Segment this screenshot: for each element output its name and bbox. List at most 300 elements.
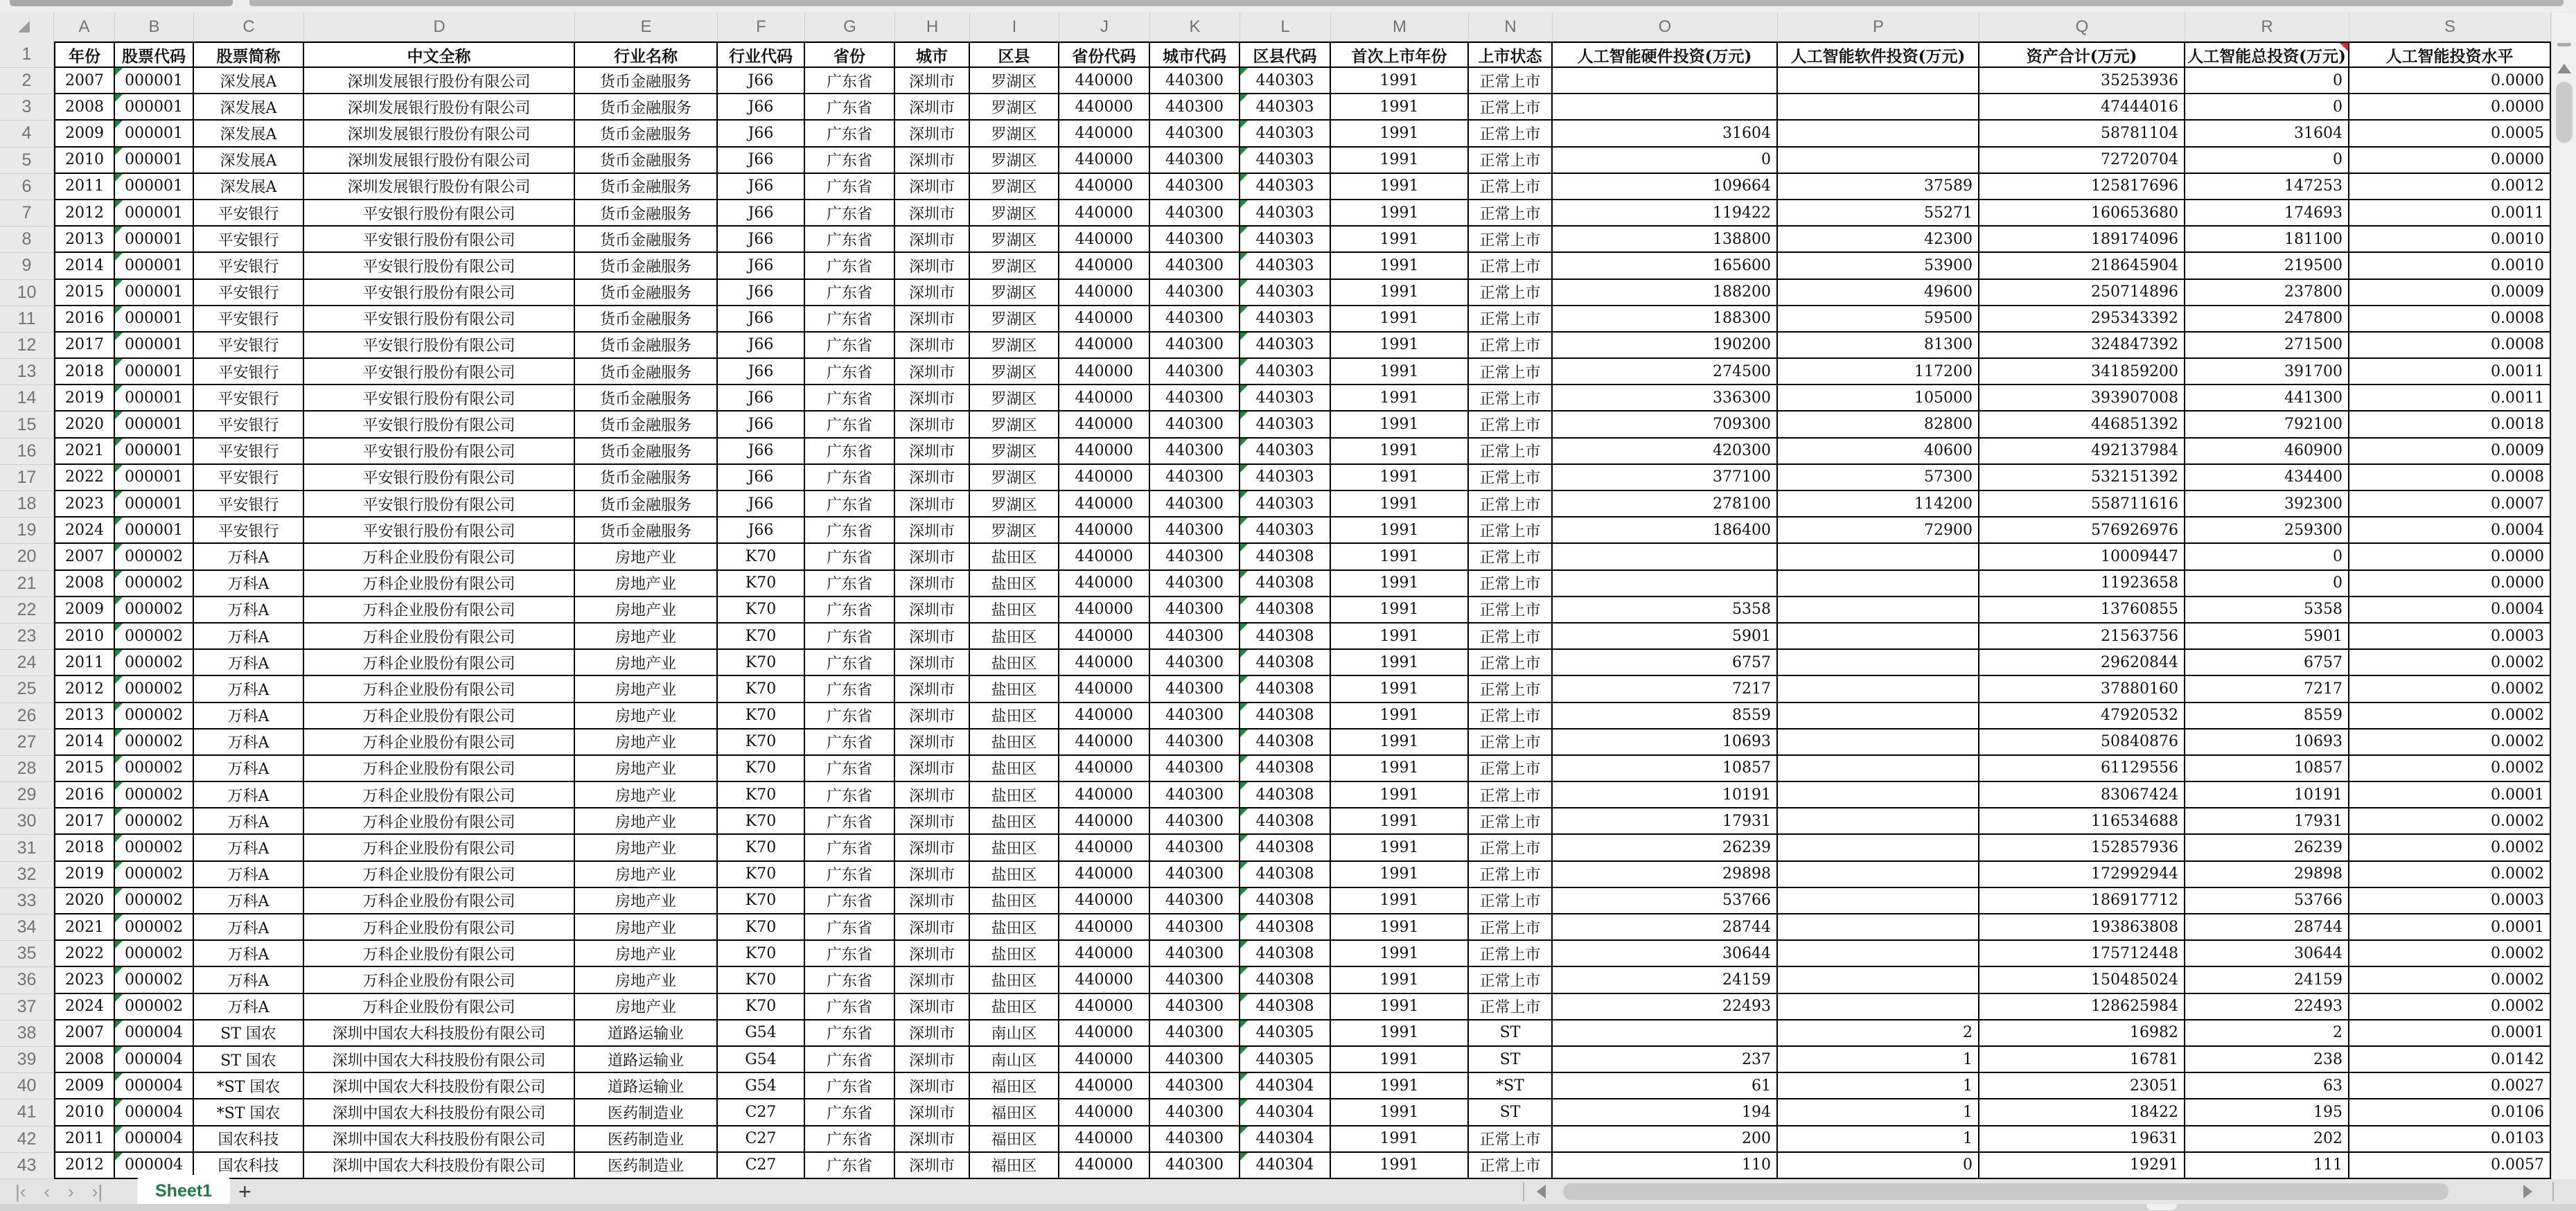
cell-E38[interactable]: 道路运输业	[575, 1020, 718, 1047]
cell-K42[interactable]: 440300	[1150, 1126, 1240, 1153]
cell-E11[interactable]: 货币金融服务	[575, 306, 718, 333]
cell-B2[interactable]: 000001	[115, 68, 194, 94]
cell-N4[interactable]: 正常上市	[1469, 121, 1553, 147]
cell-F24[interactable]: K70	[718, 650, 805, 676]
cell-O30[interactable]: 17931	[1553, 808, 1778, 835]
cell-R19[interactable]: 259300	[2185, 518, 2349, 544]
cell-S32[interactable]: 0.0002	[2349, 862, 2551, 888]
cell-D20[interactable]: 万科企业股份有限公司	[304, 544, 575, 570]
cell-C38[interactable]: ST 国农	[194, 1020, 304, 1047]
cell-O4[interactable]: 31604	[1553, 121, 1778, 147]
cell-Q21[interactable]: 11923658	[1979, 571, 2185, 597]
cell-K39[interactable]: 440300	[1150, 1047, 1240, 1073]
column-header-C[interactable]: C	[194, 12, 304, 42]
cell-P8[interactable]: 42300	[1778, 227, 1979, 253]
cell-K35[interactable]: 440300	[1150, 941, 1240, 967]
cell-R40[interactable]: 63	[2185, 1073, 2349, 1099]
column-header-P[interactable]: P	[1778, 12, 1979, 42]
cell-K12[interactable]: 440300	[1150, 333, 1240, 359]
cell-Q37[interactable]: 128625984	[1979, 994, 2185, 1020]
cell-F32[interactable]: K70	[718, 862, 805, 888]
cell-O12[interactable]: 190200	[1553, 333, 1778, 359]
cell-I3[interactable]: 罗湖区	[970, 94, 1059, 121]
cell-P9[interactable]: 53900	[1778, 253, 1979, 279]
cell-I8[interactable]: 罗湖区	[970, 227, 1059, 253]
cell-P19[interactable]: 72900	[1778, 518, 1979, 544]
cell-B25[interactable]: 000002	[115, 676, 194, 702]
cell-D31[interactable]: 万科企业股份有限公司	[304, 835, 575, 861]
cell-N6[interactable]: 正常上市	[1469, 174, 1553, 200]
cell-D32[interactable]: 万科企业股份有限公司	[304, 862, 575, 888]
cell-O15[interactable]: 709300	[1553, 412, 1778, 438]
cell-G36[interactable]: 广东省	[805, 967, 895, 993]
cell-I42[interactable]: 福田区	[970, 1126, 1059, 1153]
cell-D18[interactable]: 平安银行股份有限公司	[304, 491, 575, 518]
cell-S20[interactable]: 0.0000	[2349, 544, 2551, 570]
cell-L6[interactable]: 440303	[1240, 174, 1331, 200]
row-number-11[interactable]: 11	[0, 306, 54, 333]
cell-I21[interactable]: 盐田区	[970, 571, 1059, 597]
cell-L40[interactable]: 440304	[1240, 1073, 1331, 1099]
cell-L28[interactable]: 440308	[1240, 756, 1331, 782]
cell-F41[interactable]: C27	[718, 1099, 805, 1126]
cell-L22[interactable]: 440308	[1240, 597, 1331, 624]
cell-S8[interactable]: 0.0010	[2349, 227, 2551, 253]
cell-P36[interactable]	[1778, 967, 1979, 993]
cell-E43[interactable]: 医药制造业	[575, 1153, 718, 1179]
cell-E35[interactable]: 房地产业	[575, 941, 718, 967]
cell-K26[interactable]: 440300	[1150, 703, 1240, 730]
cell-K37[interactable]: 440300	[1150, 994, 1240, 1020]
row-number-40[interactable]: 40	[0, 1073, 54, 1099]
cell-K18[interactable]: 440300	[1150, 491, 1240, 518]
scroll-up-arrow-icon[interactable]	[2557, 64, 2571, 73]
cell-J42[interactable]: 440000	[1059, 1126, 1150, 1153]
cell-J26[interactable]: 440000	[1059, 703, 1150, 730]
cell-B21[interactable]: 000002	[115, 571, 194, 597]
cell-M34[interactable]: 1991	[1331, 914, 1469, 941]
cell-P26[interactable]	[1778, 703, 1979, 730]
cell-E4[interactable]: 货币金融服务	[575, 121, 718, 147]
cell-N13[interactable]: 正常上市	[1469, 359, 1553, 385]
cell-K30[interactable]: 440300	[1150, 808, 1240, 835]
cell-L13[interactable]: 440303	[1240, 359, 1331, 385]
cell-K5[interactable]: 440300	[1150, 148, 1240, 174]
cell-G2[interactable]: 广东省	[805, 68, 895, 94]
cell-G21[interactable]: 广东省	[805, 571, 895, 597]
cell-Q35[interactable]: 175712448	[1979, 941, 2185, 967]
cell-S15[interactable]: 0.0018	[2349, 412, 2551, 438]
cell-C23[interactable]: 万科A	[194, 624, 304, 650]
cell-O25[interactable]: 7217	[1553, 676, 1778, 702]
cell-Q20[interactable]: 10009447	[1979, 544, 2185, 570]
cell-L37[interactable]: 440308	[1240, 994, 1331, 1020]
cell-B38[interactable]: 000004	[115, 1020, 194, 1047]
cell-S1[interactable]: 人工智能投资水平	[2349, 42, 2551, 68]
cell-N34[interactable]: 正常上市	[1469, 914, 1553, 941]
add-sheet-button[interactable]	[238, 1179, 252, 1204]
cell-S43[interactable]: 0.0057	[2349, 1153, 2551, 1179]
cell-E5[interactable]: 货币金融服务	[575, 148, 718, 174]
column-header-R[interactable]: R	[2185, 12, 2349, 42]
cell-N15[interactable]: 正常上市	[1469, 412, 1553, 438]
cell-L24[interactable]: 440308	[1240, 650, 1331, 676]
cell-L25[interactable]: 440308	[1240, 676, 1331, 702]
cell-S39[interactable]: 0.0142	[2349, 1047, 2551, 1073]
cell-F34[interactable]: K70	[718, 914, 805, 941]
cell-B37[interactable]: 000002	[115, 994, 194, 1020]
cell-O8[interactable]: 138800	[1553, 227, 1778, 253]
cell-H21[interactable]: 深圳市	[895, 571, 970, 597]
cell-A10[interactable]: 2015	[54, 280, 115, 306]
cell-K33[interactable]: 440300	[1150, 888, 1240, 914]
cell-C39[interactable]: ST 国农	[194, 1047, 304, 1073]
cell-N39[interactable]: ST	[1469, 1047, 1553, 1073]
cell-G43[interactable]: 广东省	[805, 1153, 895, 1179]
cell-I34[interactable]: 盐田区	[970, 914, 1059, 941]
cell-C8[interactable]: 平安银行	[194, 227, 304, 253]
cell-H9[interactable]: 深圳市	[895, 253, 970, 279]
cell-P29[interactable]	[1778, 782, 1979, 808]
vertical-scrollbar[interactable]	[2551, 12, 2576, 1179]
cell-S13[interactable]: 0.0011	[2349, 359, 2551, 385]
cell-P21[interactable]	[1778, 571, 1979, 597]
cell-P13[interactable]: 117200	[1778, 359, 1979, 385]
cell-Q39[interactable]: 16781	[1979, 1047, 2185, 1073]
cell-L41[interactable]: 440304	[1240, 1099, 1331, 1126]
cell-I22[interactable]: 盐田区	[970, 597, 1059, 624]
cell-J18[interactable]: 440000	[1059, 491, 1150, 518]
cell-P38[interactable]: 2	[1778, 1020, 1979, 1047]
cell-B42[interactable]: 000004	[115, 1126, 194, 1153]
row-number-37[interactable]: 37	[0, 994, 54, 1020]
cell-L1[interactable]: 区县代码	[1240, 42, 1331, 68]
cell-B40[interactable]: 000004	[115, 1073, 194, 1099]
cell-P35[interactable]	[1778, 941, 1979, 967]
cell-J33[interactable]: 440000	[1059, 888, 1150, 914]
cell-R24[interactable]: 6757	[2185, 650, 2349, 676]
row-number-6[interactable]: 6	[0, 174, 54, 200]
column-header-Q[interactable]: Q	[1979, 12, 2185, 42]
cell-D2[interactable]: 深圳发展银行股份有限公司	[304, 68, 575, 94]
cell-G1[interactable]: 省份	[805, 42, 895, 68]
cell-F3[interactable]: J66	[718, 94, 805, 121]
row-number-22[interactable]: 22	[0, 597, 54, 624]
cell-L9[interactable]: 440303	[1240, 253, 1331, 279]
cell-D27[interactable]: 万科企业股份有限公司	[304, 730, 575, 756]
scroll-right-arrow-icon[interactable]	[2523, 1185, 2532, 1199]
cell-N28[interactable]: 正常上市	[1469, 756, 1553, 782]
cell-H10[interactable]: 深圳市	[895, 280, 970, 306]
cell-M42[interactable]: 1991	[1331, 1126, 1469, 1153]
cell-G28[interactable]: 广东省	[805, 756, 895, 782]
cell-M6[interactable]: 1991	[1331, 174, 1469, 200]
cell-L4[interactable]: 440303	[1240, 121, 1331, 147]
cell-N43[interactable]: 正常上市	[1469, 1153, 1553, 1179]
cell-S4[interactable]: 0.0005	[2349, 121, 2551, 147]
cell-M14[interactable]: 1991	[1331, 385, 1469, 412]
cell-R43[interactable]: 111	[2185, 1153, 2349, 1179]
cell-H43[interactable]: 深圳市	[895, 1153, 970, 1179]
cell-N5[interactable]: 正常上市	[1469, 148, 1553, 174]
cell-D33[interactable]: 万科企业股份有限公司	[304, 888, 575, 914]
cell-R28[interactable]: 10857	[2185, 756, 2349, 782]
cell-G30[interactable]: 广东省	[805, 808, 895, 835]
cell-N37[interactable]: 正常上市	[1469, 994, 1553, 1020]
cell-S10[interactable]: 0.0009	[2349, 280, 2551, 306]
cell-O11[interactable]: 188300	[1553, 306, 1778, 333]
cell-E13[interactable]: 货币金融服务	[575, 359, 718, 385]
cell-G13[interactable]: 广东省	[805, 359, 895, 385]
cell-N8[interactable]: 正常上市	[1469, 227, 1553, 253]
cell-H35[interactable]: 深圳市	[895, 941, 970, 967]
row-number-21[interactable]: 21	[0, 571, 54, 597]
cell-D8[interactable]: 平安银行股份有限公司	[304, 227, 575, 253]
cell-P4[interactable]	[1778, 121, 1979, 147]
cell-E37[interactable]: 房地产业	[575, 994, 718, 1020]
cell-O31[interactable]: 26239	[1553, 835, 1778, 861]
row-number-28[interactable]: 28	[0, 756, 54, 782]
cell-P15[interactable]: 82800	[1778, 412, 1979, 438]
row-number-10[interactable]: 10	[0, 280, 54, 306]
cell-E10[interactable]: 货币金融服务	[575, 280, 718, 306]
cell-O29[interactable]: 10191	[1553, 782, 1778, 808]
cell-H31[interactable]: 深圳市	[895, 835, 970, 861]
cell-L8[interactable]: 440303	[1240, 227, 1331, 253]
cell-P2[interactable]	[1778, 68, 1979, 94]
row-number-33[interactable]: 33	[0, 888, 54, 914]
cell-F2[interactable]: J66	[718, 68, 805, 94]
cell-C7[interactable]: 平安银行	[194, 200, 304, 227]
column-header-S[interactable]: S	[2349, 12, 2551, 42]
column-header-K[interactable]: K	[1150, 12, 1240, 42]
cell-B36[interactable]: 000002	[115, 967, 194, 993]
cell-D41[interactable]: 深圳中国农大科技股份有限公司	[304, 1099, 575, 1126]
row-number-24[interactable]: 24	[0, 650, 54, 676]
cell-K4[interactable]: 440300	[1150, 121, 1240, 147]
cell-G4[interactable]: 广东省	[805, 121, 895, 147]
cell-K2[interactable]: 440300	[1150, 68, 1240, 94]
cell-O23[interactable]: 5901	[1553, 624, 1778, 650]
cell-F17[interactable]: J66	[718, 465, 805, 491]
cell-O26[interactable]: 8559	[1553, 703, 1778, 730]
cell-C36[interactable]: 万科A	[194, 967, 304, 993]
cell-J39[interactable]: 440000	[1059, 1047, 1150, 1073]
cell-H37[interactable]: 深圳市	[895, 994, 970, 1020]
cell-B8[interactable]: 000001	[115, 227, 194, 253]
cell-R5[interactable]: 0	[2185, 148, 2349, 174]
cell-A37[interactable]: 2024	[54, 994, 115, 1020]
cell-F35[interactable]: K70	[718, 941, 805, 967]
cell-G9[interactable]: 广东省	[805, 253, 895, 279]
cell-H27[interactable]: 深圳市	[895, 730, 970, 756]
cell-M15[interactable]: 1991	[1331, 412, 1469, 438]
cell-A6[interactable]: 2011	[54, 174, 115, 200]
cell-F30[interactable]: K70	[718, 808, 805, 835]
cell-S2[interactable]: 0.0000	[2349, 68, 2551, 94]
row-number-38[interactable]: 38	[0, 1020, 54, 1047]
cell-O35[interactable]: 30644	[1553, 941, 1778, 967]
cell-S42[interactable]: 0.0103	[2349, 1126, 2551, 1153]
cell-S36[interactable]: 0.0002	[2349, 967, 2551, 993]
cell-J30[interactable]: 440000	[1059, 808, 1150, 835]
cell-O21[interactable]	[1553, 571, 1778, 597]
cell-D7[interactable]: 平安银行股份有限公司	[304, 200, 575, 227]
cell-Q24[interactable]: 29620844	[1979, 650, 2185, 676]
cell-B33[interactable]: 000002	[115, 888, 194, 914]
cell-K16[interactable]: 440300	[1150, 439, 1240, 465]
cell-A24[interactable]: 2011	[54, 650, 115, 676]
cell-S28[interactable]: 0.0002	[2349, 756, 2551, 782]
cell-Q43[interactable]: 19291	[1979, 1153, 2185, 1179]
cell-F6[interactable]: J66	[718, 174, 805, 200]
cell-F28[interactable]: K70	[718, 756, 805, 782]
cell-G16[interactable]: 广东省	[805, 439, 895, 465]
cell-I26[interactable]: 盐田区	[970, 703, 1059, 730]
cell-B11[interactable]: 000001	[115, 306, 194, 333]
cell-H33[interactable]: 深圳市	[895, 888, 970, 914]
cell-E17[interactable]: 货币金融服务	[575, 465, 718, 491]
cell-C12[interactable]: 平安银行	[194, 333, 304, 359]
cell-Q13[interactable]: 341859200	[1979, 359, 2185, 385]
cell-Q19[interactable]: 576926976	[1979, 518, 2185, 544]
cell-B17[interactable]: 000001	[115, 465, 194, 491]
cell-H39[interactable]: 深圳市	[895, 1047, 970, 1073]
cell-Q42[interactable]: 19631	[1979, 1126, 2185, 1153]
cell-P11[interactable]: 59500	[1778, 306, 1979, 333]
cell-P12[interactable]: 81300	[1778, 333, 1979, 359]
cell-Q3[interactable]: 47444016	[1979, 94, 2185, 121]
cell-E21[interactable]: 房地产业	[575, 571, 718, 597]
cell-N35[interactable]: 正常上市	[1469, 941, 1553, 967]
cell-K14[interactable]: 440300	[1150, 385, 1240, 412]
cell-A34[interactable]: 2021	[54, 914, 115, 941]
cell-B1[interactable]: 股票代码	[115, 42, 194, 68]
cell-L19[interactable]: 440303	[1240, 518, 1331, 544]
cell-P34[interactable]	[1778, 914, 1979, 941]
cell-K21[interactable]: 440300	[1150, 571, 1240, 597]
cell-L3[interactable]: 440303	[1240, 94, 1331, 121]
cell-A14[interactable]: 2019	[54, 385, 115, 412]
cell-R34[interactable]: 28744	[2185, 914, 2349, 941]
cell-B4[interactable]: 000001	[115, 121, 194, 147]
cell-R2[interactable]: 0	[2185, 68, 2349, 94]
cell-L29[interactable]: 440308	[1240, 782, 1331, 808]
cell-I4[interactable]: 罗湖区	[970, 121, 1059, 147]
cell-H19[interactable]: 深圳市	[895, 518, 970, 544]
cell-J24[interactable]: 440000	[1059, 650, 1150, 676]
cell-M22[interactable]: 1991	[1331, 597, 1469, 624]
cell-G8[interactable]: 广东省	[805, 227, 895, 253]
cell-R22[interactable]: 5358	[2185, 597, 2349, 624]
cell-H41[interactable]: 深圳市	[895, 1099, 970, 1126]
cell-R38[interactable]: 2	[2185, 1020, 2349, 1047]
cell-A20[interactable]: 2007	[54, 544, 115, 570]
cell-K31[interactable]: 440300	[1150, 835, 1240, 861]
cell-R29[interactable]: 10191	[2185, 782, 2349, 808]
cell-L7[interactable]: 440303	[1240, 200, 1331, 227]
cell-O13[interactable]: 274500	[1553, 359, 1778, 385]
cell-B41[interactable]: 000004	[115, 1099, 194, 1126]
cell-M33[interactable]: 1991	[1331, 888, 1469, 914]
cell-F9[interactable]: J66	[718, 253, 805, 279]
column-header-I[interactable]: I	[970, 12, 1059, 42]
cell-N36[interactable]: 正常上市	[1469, 967, 1553, 993]
cell-S35[interactable]: 0.0002	[2349, 941, 2551, 967]
cell-H40[interactable]: 深圳市	[895, 1073, 970, 1099]
cell-R26[interactable]: 8559	[2185, 703, 2349, 730]
column-header-J[interactable]: J	[1059, 12, 1150, 42]
cell-Q16[interactable]: 492137984	[1979, 439, 2185, 465]
cell-O37[interactable]: 22493	[1553, 994, 1778, 1020]
cell-I24[interactable]: 盐田区	[970, 650, 1059, 676]
cell-A15[interactable]: 2020	[54, 412, 115, 438]
cell-E3[interactable]: 货币金融服务	[575, 94, 718, 121]
cell-I29[interactable]: 盐田区	[970, 782, 1059, 808]
row-number-31[interactable]: 31	[0, 835, 54, 861]
cell-S12[interactable]: 0.0008	[2349, 333, 2551, 359]
cell-G18[interactable]: 广东省	[805, 491, 895, 518]
cell-D42[interactable]: 深圳中国农大科技股份有限公司	[304, 1126, 575, 1153]
cell-O22[interactable]: 5358	[1553, 597, 1778, 624]
cell-B16[interactable]: 000001	[115, 439, 194, 465]
cell-P20[interactable]	[1778, 544, 1979, 570]
cell-M35[interactable]: 1991	[1331, 941, 1469, 967]
cell-S30[interactable]: 0.0002	[2349, 808, 2551, 835]
cell-K28[interactable]: 440300	[1150, 756, 1240, 782]
cell-I28[interactable]: 盐田区	[970, 756, 1059, 782]
cell-A27[interactable]: 2014	[54, 730, 115, 756]
cell-F13[interactable]: J66	[718, 359, 805, 385]
cell-G42[interactable]: 广东省	[805, 1126, 895, 1153]
cell-M12[interactable]: 1991	[1331, 333, 1469, 359]
cell-O14[interactable]: 336300	[1553, 385, 1778, 412]
cell-R41[interactable]: 195	[2185, 1099, 2349, 1126]
cell-L35[interactable]: 440308	[1240, 941, 1331, 967]
cell-A32[interactable]: 2019	[54, 862, 115, 888]
cell-H8[interactable]: 深圳市	[895, 227, 970, 253]
cell-M19[interactable]: 1991	[1331, 518, 1469, 544]
cell-A4[interactable]: 2009	[54, 121, 115, 147]
cell-A11[interactable]: 2016	[54, 306, 115, 333]
cell-B12[interactable]: 000001	[115, 333, 194, 359]
cell-L10[interactable]: 440303	[1240, 280, 1331, 306]
cell-P23[interactable]	[1778, 624, 1979, 650]
cell-O36[interactable]: 24159	[1553, 967, 1778, 993]
cell-D34[interactable]: 万科企业股份有限公司	[304, 914, 575, 941]
cell-Q2[interactable]: 35253936	[1979, 68, 2185, 94]
row-number-1[interactable]: 1	[0, 42, 54, 68]
cell-L14[interactable]: 440303	[1240, 385, 1331, 412]
cell-E25[interactable]: 房地产业	[575, 676, 718, 702]
cell-H34[interactable]: 深圳市	[895, 914, 970, 941]
cell-C21[interactable]: 万科A	[194, 571, 304, 597]
cell-H12[interactable]: 深圳市	[895, 333, 970, 359]
cell-K3[interactable]: 440300	[1150, 94, 1240, 121]
column-header-D[interactable]: D	[304, 12, 575, 42]
cell-A2[interactable]: 2007	[54, 68, 115, 94]
cell-I38[interactable]: 南山区	[970, 1020, 1059, 1047]
cell-J43[interactable]: 440000	[1059, 1153, 1150, 1179]
cell-N29[interactable]: 正常上市	[1469, 782, 1553, 808]
cell-E6[interactable]: 货币金融服务	[575, 174, 718, 200]
cell-H32[interactable]: 深圳市	[895, 862, 970, 888]
cell-E23[interactable]: 房地产业	[575, 624, 718, 650]
cell-C16[interactable]: 平安银行	[194, 439, 304, 465]
cell-Q41[interactable]: 18422	[1979, 1099, 2185, 1126]
cell-K34[interactable]: 440300	[1150, 914, 1240, 941]
cell-N25[interactable]: 正常上市	[1469, 676, 1553, 702]
